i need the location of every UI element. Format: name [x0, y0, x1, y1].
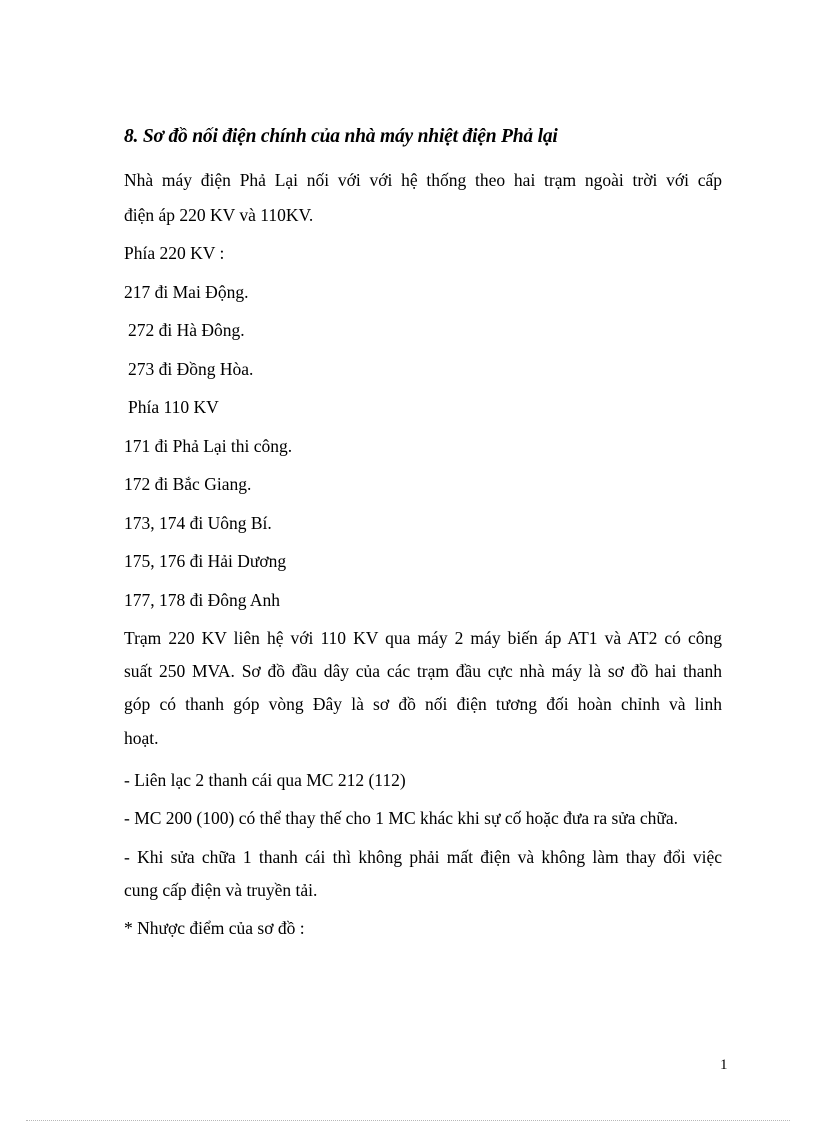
- body-line-intro-1: Nhà máy điện Phả Lại nối với với hệ thống theo hai trạm ngoài trời với cấp: [124, 170, 722, 190]
- page-number: 1: [720, 1057, 728, 1073]
- line-217: 217 đi Mai Động.: [124, 282, 249, 302]
- line-171: 171 đi Phả Lại thi công.: [124, 436, 293, 456]
- bullet-lien-lac: - Liên lạc 2 thanh cái qua MC 212 (112): [124, 770, 406, 790]
- line-177-178: 177, 178 đi Đông Anh: [124, 590, 281, 610]
- section-heading: 8. Sơ đồ nối điện chính của nhà máy nhiệt điện Phả lại: [124, 126, 558, 147]
- body-line-tram-3: góp có thanh góp vòng Đây là sơ đồ nối điện tương đối hoàn chỉnh và linh: [124, 694, 722, 714]
- body-line-tram-2: suất 250 MVA. Sơ đồ đầu dây của các trạm đầu cực nhà máy là sơ đồ hai thanh: [124, 661, 722, 681]
- line-173-174: 173, 174 đi Uông Bí.: [124, 513, 272, 533]
- subheading-110kv: Phía 110 KV: [128, 397, 219, 417]
- body-line-tram-4: hoạt.: [124, 728, 159, 748]
- subheading-220kv: Phía 220 KV :: [124, 243, 225, 263]
- bullet-sua-chua-1: - Khi sửa chữa 1 thanh cái thì không phải mất điện và không làm thay đổi việc: [124, 847, 722, 867]
- page-bottom-divider: [26, 1120, 790, 1121]
- line-273: 273 đi Đồng Hòa.: [128, 359, 254, 379]
- line-175-176: 175, 176 đi Hải Dương: [124, 551, 287, 571]
- body-line-tram-1: Trạm 220 KV liên hệ với 110 KV qua máy 2 máy biến áp AT1 và AT2 có công: [124, 628, 722, 648]
- bullet-mc-200: - MC 200 (100) có thể thay thế cho 1 MC khác khi sự cố hoặc đưa ra sửa chữa.: [124, 808, 679, 828]
- line-272: 272 đi Hà Đông.: [128, 320, 245, 340]
- bullet-sua-chua-2: cung cấp điện và truyền tải.: [124, 880, 318, 900]
- line-172: 172 đi Bắc Giang.: [124, 474, 252, 494]
- drawbacks-heading: * Nhược điểm của sơ đồ :: [124, 918, 305, 938]
- body-line-intro-2: điện áp 220 KV và 110KV.: [124, 205, 314, 225]
